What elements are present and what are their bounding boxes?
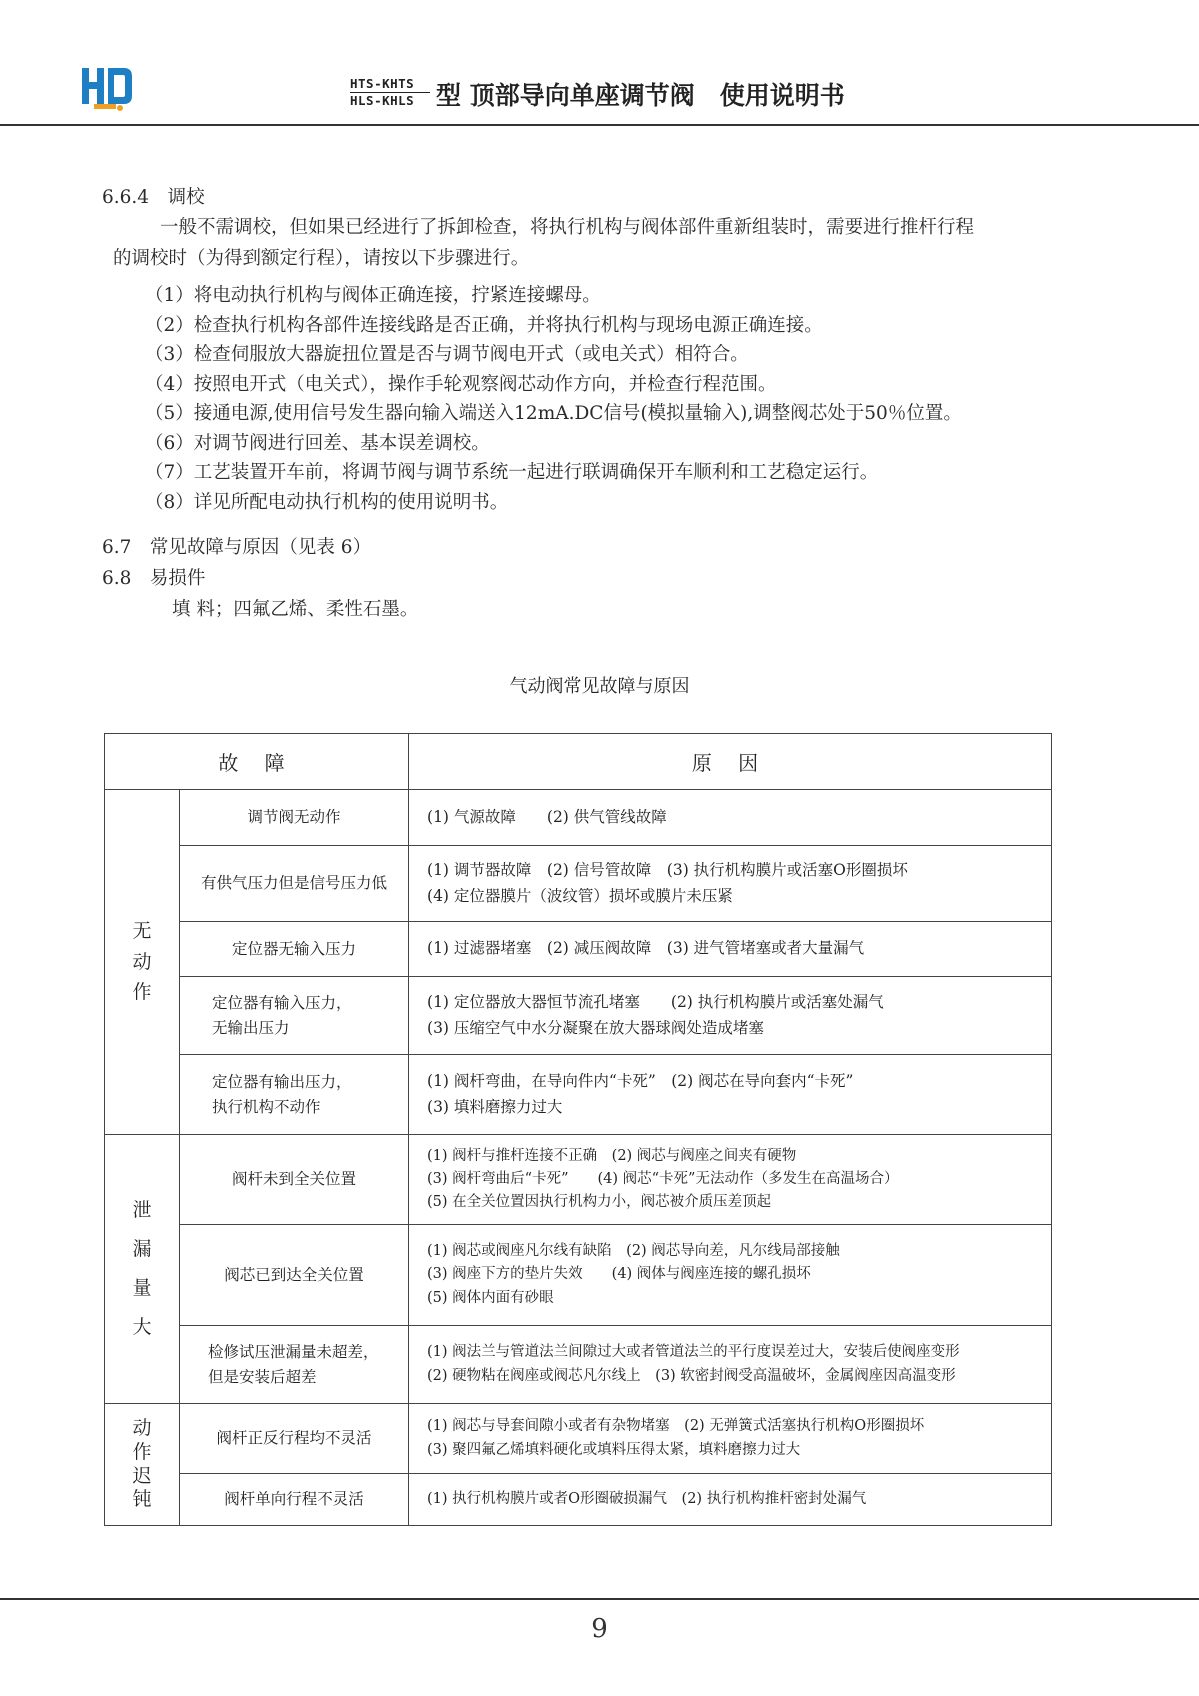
table-row xyxy=(105,1225,1052,1326)
fault-cell: 定位器有输入压力， 无输出压力 xyxy=(180,977,409,1055)
table-row xyxy=(105,790,1052,846)
page-header xyxy=(0,0,1199,126)
causes-cell: (1) 调节器故障 (2) 信号管故障 (3) 执行机构膜片或活塞O形圈损坏 (4) 定位器膜片（波纹管）损坏或膜片未压紧 xyxy=(409,846,1052,922)
fault-table xyxy=(104,733,1052,1526)
fault-cell: 检修试压泄漏量未超差， 但是安装后超差 xyxy=(180,1326,409,1404)
fault-cell: 阀杆未到全关位置 xyxy=(180,1135,409,1225)
fault-cell: 阀芯已到达全关位置 xyxy=(180,1225,409,1326)
section-6-6-4-paragraph-line-2: 的调校时（为得到额定行程），请按以下步骤进行。 xyxy=(113,248,530,269)
table-row xyxy=(105,1135,1052,1225)
section-6-6-4-paragraph-line-1: 一般不需调校，但如果已经进行了拆卸检查，将执行机构与阀体部件重新组装时，需要进行推杆行程 xyxy=(160,217,975,238)
page-number: 9 xyxy=(591,1614,608,1644)
table-header-row xyxy=(105,734,1052,790)
fault-cell: 阀杆正反行程均不灵活 xyxy=(180,1404,409,1474)
table-row xyxy=(105,1326,1052,1404)
model-code-2: HLS-KHLS xyxy=(350,92,430,109)
table-title: 气动阀常见故障与原因 xyxy=(509,676,690,697)
table-row xyxy=(105,1055,1052,1135)
fault-cell: 定位器有输出压力， 执行机构不动作 xyxy=(180,1055,409,1135)
step-3: （3）检查伺服放大器旋扭位置是否与调节阀电开式（或电关式）相符合。 xyxy=(145,344,749,365)
model-code-1: HTS-KHTS xyxy=(350,76,415,91)
causes-cell: (1) 阀杆与推杆连接不正确 (2) 阀芯与阀座之间夹有硬物 (3) 阀杆弯曲后“卡死” (4) 阀芯“卡死”无法动作（多发生在高温场合） (5) 在全关位置因执行机构力小，阀芯被介质压差顶起 xyxy=(409,1135,1052,1225)
fault-cell: 调节阀无动作 xyxy=(180,790,409,846)
header-fault: 故 障 xyxy=(105,734,409,790)
causes-cell: (1) 阀法兰与管道法兰间隙过大或者管道法兰的平行度误差过大，安装后使阀座变形 (2) 硬物粘在阀座或阀芯凡尔线上 (3) 软密封阀受高温破坏，金属阀座因高温变形 xyxy=(409,1326,1052,1404)
causes-cell: (1) 定位器放大器恒节流孔堵塞 (2) 执行机构膜片或活塞处漏气 (3) 压缩空气中水分凝聚在放大器球阀处造成堵塞 xyxy=(409,977,1052,1055)
table-row xyxy=(105,846,1052,922)
table-row xyxy=(105,922,1052,977)
fault-cell: 有供气压力但是信号压力低 xyxy=(180,846,409,922)
causes-cell: (1) 气源故障 (2) 供气管线故障 xyxy=(409,790,1052,846)
fault-cell: 阀杆单向行程不灵活 xyxy=(180,1474,409,1526)
step-4: （4）按照电开式（电关式），操作手轮观察阀芯动作方向，并检查行程范围。 xyxy=(145,374,777,395)
step-5: （5）接通电源,使用信号发生器向输入端送入12mA.DC信号(模拟量输入),调整阀芯处于50％位置。 xyxy=(145,403,962,424)
model-codes xyxy=(350,76,430,109)
step-6: （6）对调节阀进行回差、基本误差调校。 xyxy=(145,433,490,454)
category-no-action: 无 动 作 xyxy=(105,790,180,1135)
step-8: （8）详见所配电动执行机构的使用说明书。 xyxy=(145,492,509,513)
section-6-6-4-heading: 6.6.4 调校 xyxy=(102,187,205,208)
step-2: （2）检查执行机构各部件连接线路是否正确，并将执行机构与现场电源正确连接。 xyxy=(145,315,823,336)
header-cause: 原 因 xyxy=(409,734,1052,790)
category-sluggish-action: 动 作 迟 钝 xyxy=(105,1404,180,1526)
causes-cell: (1) 执行机构膜片或者O形圈破损漏气 (2) 执行机构推杆密封处漏气 xyxy=(409,1474,1052,1526)
step-7: （7）工艺装置开车前，将调节阀与调节系统一起进行联调确保开车顺利和工艺稳定运行。 xyxy=(145,462,879,483)
causes-cell: (1) 阀芯或阀座凡尔线有缺陷 (2) 阀芯导向差，凡尔线局部接触 (3) 阀座下方的垫片失效 (4) 阀体与阀座连接的螺孔损坏 (5) 阀体内面有砂眼 xyxy=(409,1225,1052,1326)
causes-cell: (1) 过滤器堵塞 (2) 减压阀故障 (3) 进气管堵塞或者大量漏气 xyxy=(409,922,1052,977)
footer-divider xyxy=(0,1598,1199,1600)
causes-cell: (1) 阀杆弯曲，在导向件内“卡死” (2) 阀芯在导向套内“卡死” (3) 填料磨擦力过大 xyxy=(409,1055,1052,1135)
table-row xyxy=(105,977,1052,1055)
section-6-7-heading: 6.7 常见故障与原因（见表 6） xyxy=(102,537,372,558)
header-divider xyxy=(0,124,1199,126)
table-row xyxy=(105,1474,1052,1526)
section-6-8-heading: 6.8 易损件 xyxy=(102,568,206,589)
step-1: （1）将电动执行机构与阀体正确连接，拧紧连接螺母。 xyxy=(145,285,601,306)
category-large-leakage: 泄 漏 量 大 xyxy=(105,1135,180,1404)
fault-cell: 定位器无输入压力 xyxy=(180,922,409,977)
table-row xyxy=(105,1404,1052,1474)
company-logo-icon xyxy=(80,66,134,112)
document-title: 型 顶部导向单座调节阀 使用说明书 xyxy=(436,81,845,110)
causes-cell: (1) 阀芯与导套间隙小或者有杂物堵塞 (2) 无弹簧式活塞执行机构O形圈损坏 (3) 聚四氟乙烯填料硬化或填料压得太紧，填料磨擦力过大 xyxy=(409,1404,1052,1474)
section-6-8-content: 填 料；四氟乙烯、柔性石墨。 xyxy=(172,599,419,620)
